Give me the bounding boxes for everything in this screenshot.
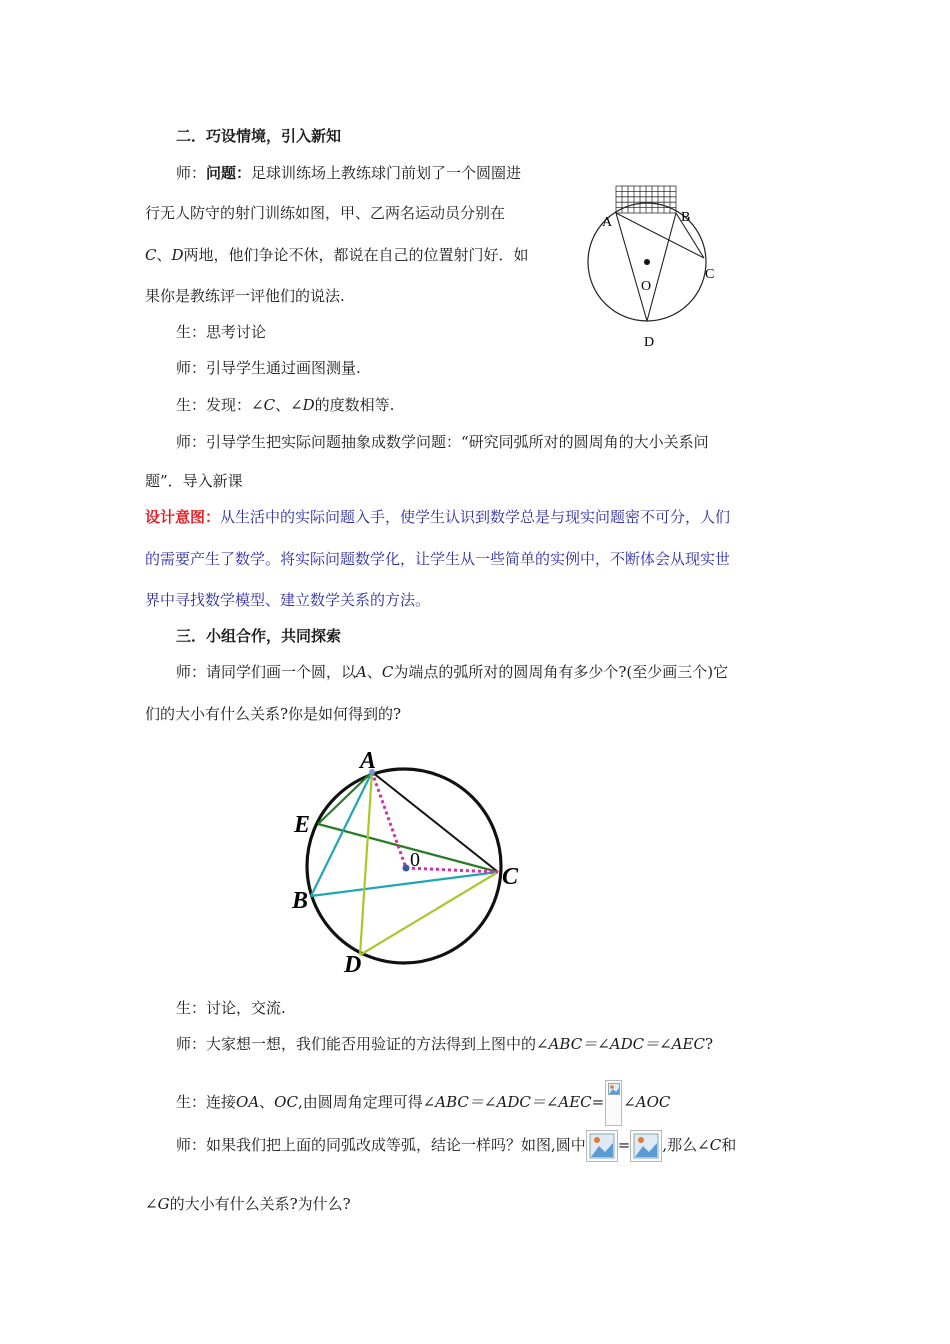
line-ad [360, 772, 372, 955]
section-heading-2: 二．巧设情境，引入新知 [176, 127, 342, 145]
line-bd [647, 213, 676, 321]
paragraph-problem-line3: C、D两地，他们争论不休，都说在自己的位置射门好．如 [145, 246, 529, 264]
broken-image-icon [586, 1130, 618, 1162]
label-d: D [644, 335, 655, 350]
label-b: B [681, 210, 691, 225]
broken-image-icon [630, 1130, 662, 1162]
label-b: B [292, 888, 309, 914]
label-e: E [294, 812, 311, 838]
paragraph-problem-line4: 果你是教练评一评他们的说法. [145, 287, 345, 305]
design-intent-line3: 界中寻找数学模型、建立数学关系的方法。 [145, 591, 431, 609]
broken-image-icon [605, 1080, 622, 1126]
goal-net [616, 186, 676, 213]
paragraph-connect: 生：连接OA、OC,由圆周角定理可得∠ABC＝∠ADC＝∠AEC= ∠AOC [176, 1080, 670, 1126]
paragraph-equal-arcs-line2: ∠G的大小有什么关系?为什么? [145, 1195, 351, 1213]
paragraph-equal-arcs-line1: 师：如果我们把上面的同弧改成等弧，结论一样吗？如图,圆中 = ,那么∠C和 [176, 1130, 736, 1162]
center-point [403, 865, 410, 872]
line-ac [616, 213, 704, 258]
label-c: C [705, 267, 715, 282]
paragraph-abstract-line1: 师：引导学生把实际问题抽象成数学问题：“研究同弧所对的圆周角的大小关系问 [176, 433, 709, 451]
paragraph-student-find: 生：发现：∠C、∠D的度数相等. [176, 396, 395, 414]
paragraph-discuss: 生：讨论，交流. [176, 999, 286, 1017]
label-o: O [641, 279, 652, 294]
paragraph-problem-line2: 行无人防守的射门训练如图，甲、乙两名运动员分别在 [145, 204, 506, 222]
line-ec [318, 824, 498, 872]
problem-label: 问题： [206, 164, 252, 182]
paragraph-question-line1: 师：请同学们画一个圆，以A、C为端点的弧所对的圆周角有多少个?(至少画三个)它 [176, 663, 729, 681]
paragraph-abstract-line2: 题”．导入新课 [145, 472, 243, 490]
center-point [644, 259, 650, 265]
figure-inscribed-angles [290, 740, 540, 980]
design-intent-label: 设计意图： [145, 508, 221, 526]
paragraph-teacher-guide: 师：引导学生通过画图测量. [176, 359, 361, 377]
line-ac [372, 772, 498, 872]
line-ea [318, 772, 372, 824]
figure-soccer-circle [580, 180, 730, 355]
paragraph-problem-line1: 师：问题：足球训练场上教练球门前划了一个圆圈进 [176, 164, 522, 182]
label-c: C [502, 864, 519, 890]
section-heading-3: 三．小组合作，共同探索 [176, 627, 342, 645]
label-o: 0 [410, 849, 420, 871]
line-bc [311, 872, 498, 896]
line-dc [360, 872, 498, 955]
label-d: D [344, 952, 362, 978]
line-ad [616, 213, 647, 321]
label-a: A [360, 748, 377, 774]
paragraph-verify: 师：大家想一想，我们能否用验证的方法得到上图中的∠ABC＝∠ADC＝∠AEC? [176, 1035, 713, 1053]
paragraph-question-line2: 们的大小有什么关系?你是如何得到的? [145, 705, 402, 723]
paragraph-student-think: 生：思考讨论 [176, 323, 267, 341]
design-intent-line1: 设计意图：从生活中的实际问题入手，使学生认识到数学总是与现实问题密不可分，人们 [145, 508, 731, 526]
label-a: A [602, 215, 613, 230]
design-intent-line2: 的需要产生了数学。将实际问题数学化，让学生从一些简单的实例中，不断体会从现实世 [145, 550, 731, 568]
